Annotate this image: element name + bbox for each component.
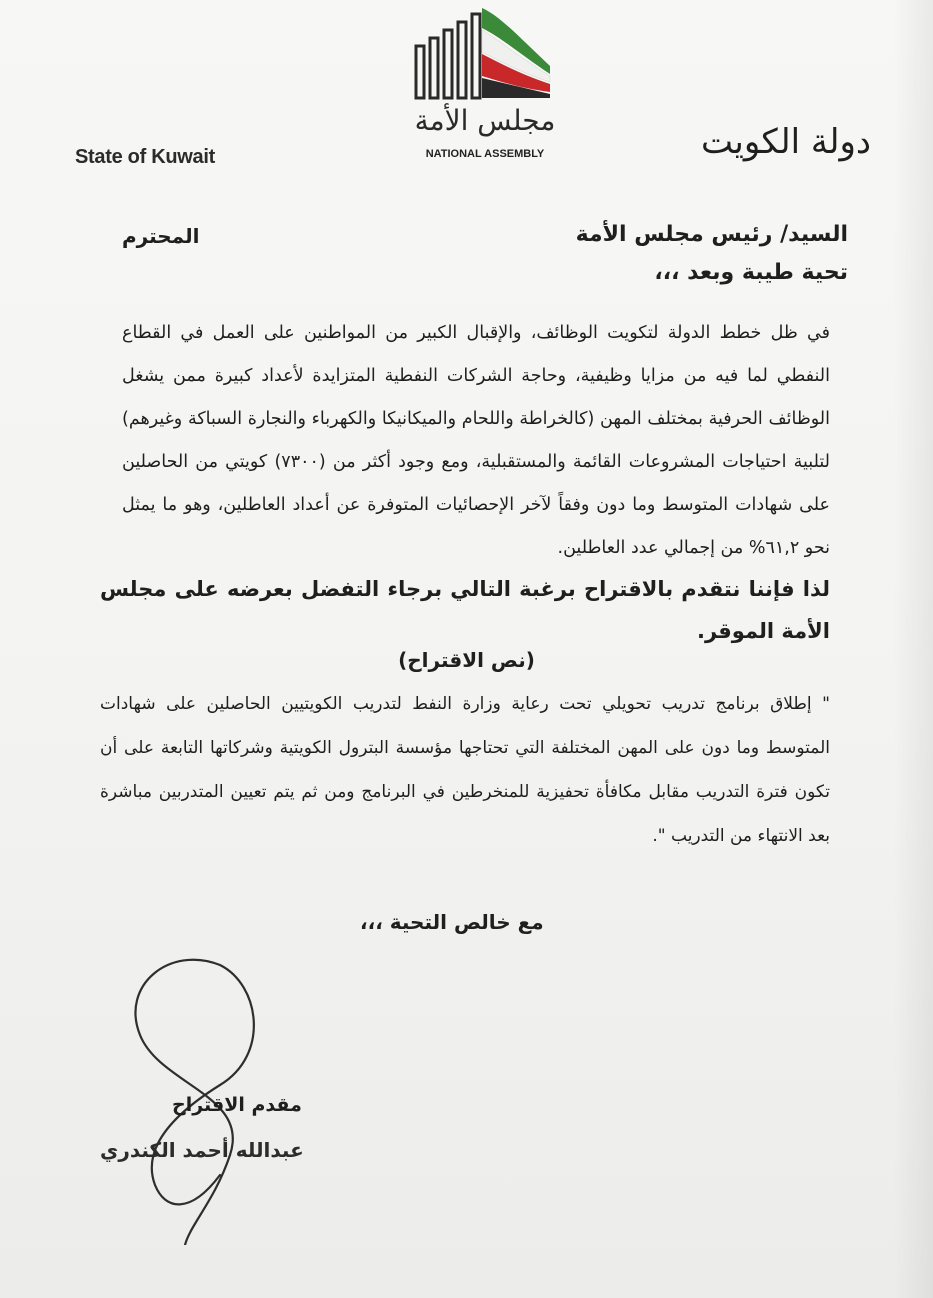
proposal-title: (نص الاقتراح) xyxy=(398,648,535,672)
honorific: المحترم xyxy=(122,224,200,248)
conclusion-paragraph: لذا فإننا نتقدم بالاقتراح برغبة التالي برجاء التفضل بعرضه على مجلس الأمة الموقر. xyxy=(100,577,830,643)
state-of-kuwait-english: State of Kuwait xyxy=(75,146,215,168)
logo-arabic-text: مجلس الأمة xyxy=(414,104,556,137)
signer-label: مقدم الاقتراح xyxy=(172,1094,302,1116)
logo-english-text: NATIONAL ASSEMBLY xyxy=(425,148,545,160)
body-paragraph: في ظل خطط الدولة لتكويت الوظائف، والإقبال الكبير من المواطنين على العمل في القطاع النفطي لما فيه من مزايا وظيفية، وحاجة الشركات النفطية المتزايدة لأعداد كبيرة ممن يشغل الوظائف الحرفية بمختلف المهن (كالخراطة واللحام والميكانيكا والكهرباء والنجارة السباكة وغيرهم) لتلبية احتياجات المشروعات القائمة والمستقبلية، ومع وجود أكثر من (٧٣٠٠) كويتي من الحاصلين على شهادات المتوسط وما دون وفقاً لآخر الإحصائيات المتوفرة عن أعداد العاطلين، وهو ما يمثل نحو ٦١,٢% من إجمالي عدد العاطلين. xyxy=(122,323,830,558)
addressee: السيد/ رئيس مجلس الأمة xyxy=(575,222,848,247)
national-assembly-logo-icon xyxy=(410,6,560,111)
closing-salutation: مع خالص التحية ،،، xyxy=(360,910,544,934)
greeting: تحية طيبة وبعد ،،، xyxy=(654,260,848,285)
state-of-kuwait-arabic: دولة الكويت xyxy=(701,122,871,162)
signer-name: عبدالله أحمد الكندري xyxy=(100,1138,304,1162)
proposal-text: " إطلاق برنامج تدريب تحويلي تحت رعاية وزارة النفط لتدريب الكويتيين الحاصلين على شهادات المتوسط وما دون على المهن المختلفة التي تحتاجها مؤسسة البترول الكويتية وشركاتها التابعة على أن تكون فترة التدريب مقابل مكافأة تحفيزية للمنخرطين في البرنامج ومن ثم يتم تعيين المتدربين مباشرة بعد الانتهاء من التدريب ". xyxy=(100,694,830,846)
